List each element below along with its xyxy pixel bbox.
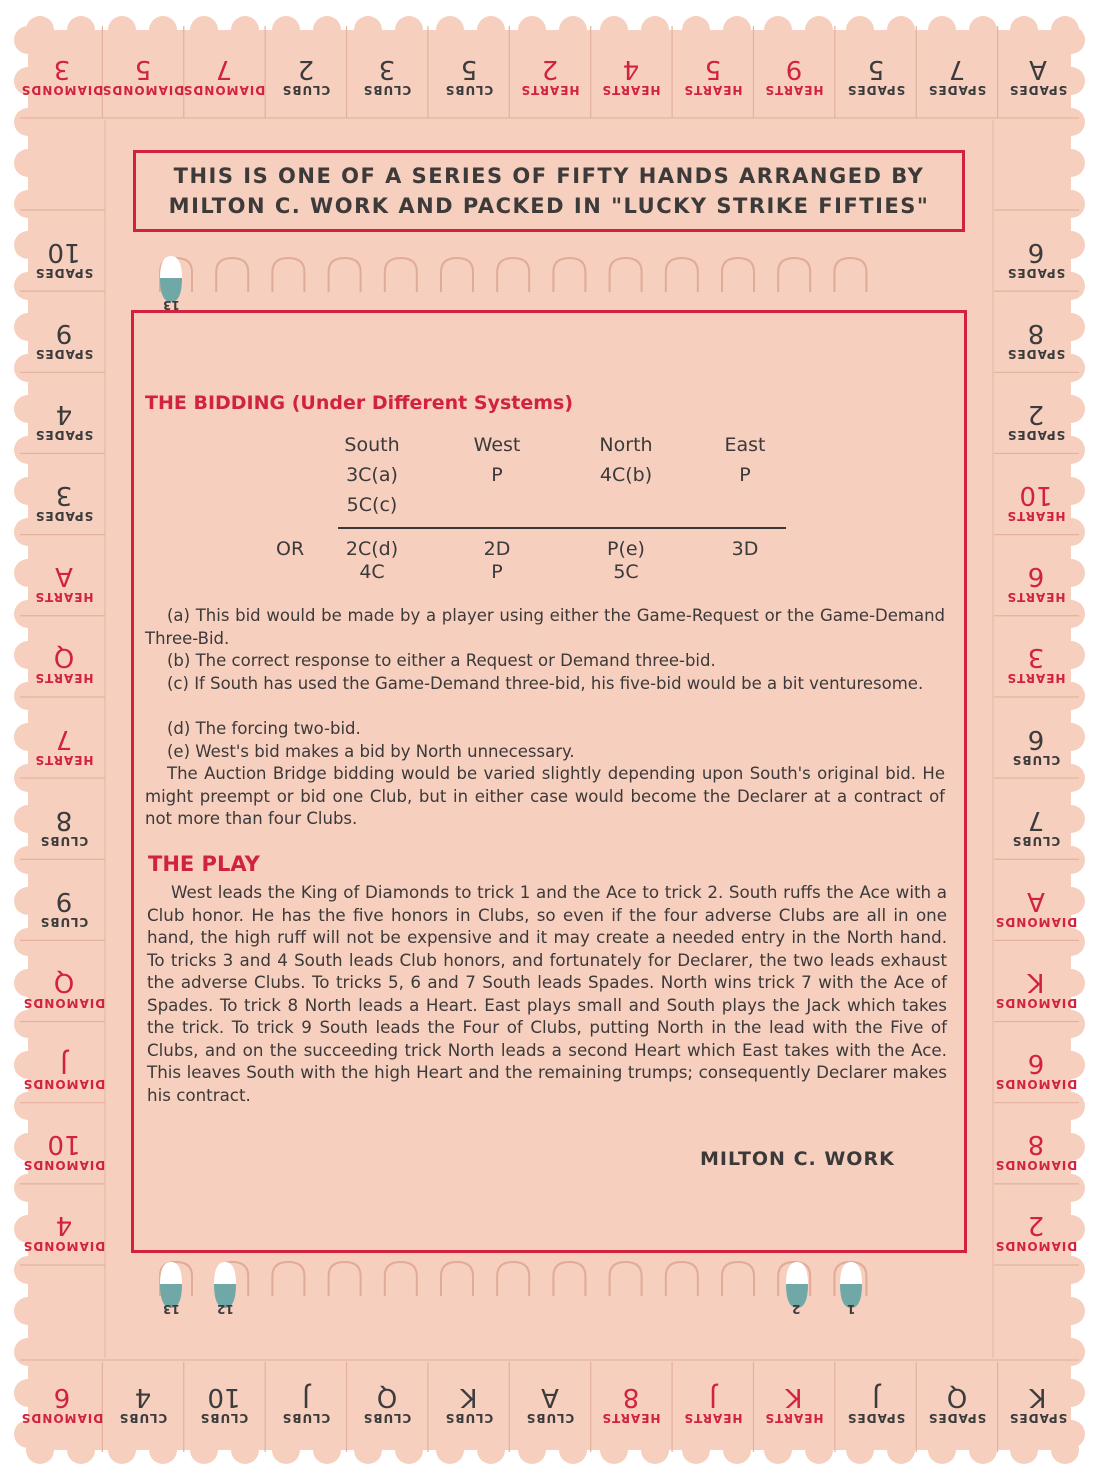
bid-cell: P(e) [607, 538, 645, 560]
tab-bottom-5[interactable] [347, 1366, 427, 1442]
tab-rank-label: J [302, 1382, 310, 1412]
tab-suit-label: SPADES [34, 509, 94, 524]
bid-header-west: West [473, 434, 521, 456]
tab-rank-label: 9 [55, 885, 73, 916]
tab-suit-label: DIAMONDS [994, 1158, 1078, 1173]
tab-suit-label: SPADES [34, 346, 94, 361]
tab-left-2[interactable] [24, 302, 104, 378]
tab-rank-label: 6 [53, 1382, 70, 1412]
tab-top-3[interactable] [184, 38, 264, 114]
tab-rank-label: 5 [867, 54, 884, 84]
tab-bottom-2[interactable] [103, 1366, 183, 1442]
tab-left-4[interactable] [24, 464, 104, 540]
tab-bottom-3[interactable] [184, 1366, 264, 1442]
tab-bottom-7[interactable] [510, 1366, 590, 1442]
tab-suit-label: HEARTS [1006, 590, 1066, 605]
tab-suit-label: SPADES [1009, 83, 1068, 97]
tab-suit-label: DIAMONDS [994, 1239, 1078, 1254]
tab-rank-label: J [871, 1382, 880, 1412]
tab-suit-label: DIAMONDS [22, 1077, 106, 1092]
tab-right-12[interactable] [996, 1113, 1076, 1189]
note-c: (c) If South has used the Game-Demand three-bid, his five-bid would be a bit venturesome. [167, 674, 924, 693]
bid-header-north: North [599, 434, 653, 456]
tab-top-8[interactable] [591, 38, 671, 114]
header-banner [133, 150, 965, 232]
tab-rank-label: 10 [47, 236, 81, 267]
tab-right-7[interactable] [996, 708, 1076, 784]
tab-suit-label: DIAMONDS [22, 1239, 106, 1254]
tab-rank-label: 6 [1027, 723, 1045, 754]
tab-rank-label: Q [376, 1382, 398, 1412]
tab-rank-label: A [1029, 54, 1048, 84]
tab-suit-label: HEARTS [34, 590, 94, 605]
tab-rank-label: 2 [1027, 1210, 1045, 1241]
tab-rank-label: Q [946, 1382, 968, 1412]
tab-rank-label: 10 [207, 1382, 241, 1412]
tab-bottom-9[interactable] [673, 1366, 753, 1442]
tab-suit-label: SPADES [34, 427, 94, 442]
tab-left-8[interactable] [24, 789, 104, 865]
note-auction: The Auction Bridge bidding would be varied slightly depending upon South's original bid. He might preempt or bid one Club, but in either case would become the Declarer at a contract of not more than four Clubs. [145, 764, 945, 828]
tab-rank-label: 8 [55, 804, 73, 835]
tab-right-1[interactable] [996, 221, 1076, 297]
tab-rank-label: 5 [704, 54, 722, 84]
bid-cell: P [491, 561, 503, 583]
play-heading: THE PLAY [148, 852, 260, 876]
trick-counter-bottom-1-label: 1 [847, 1302, 856, 1316]
tab-suit-label: SPADES [1009, 1411, 1068, 1425]
tab-left-11[interactable] [24, 1032, 104, 1108]
tab-suit-label: CLUBS [444, 1411, 493, 1425]
trick-counter-bottom-13-label: 13 [163, 1302, 180, 1316]
tab-rank-label: A [55, 561, 73, 592]
tab-rank-label: A [1027, 885, 1045, 916]
tab-top-12[interactable] [917, 38, 997, 114]
bid-cell: 3D [731, 538, 759, 560]
tab-right-5[interactable] [996, 545, 1076, 621]
tab-rank-label: J [708, 1382, 717, 1412]
trick-counter-top-left[interactable] [160, 256, 182, 302]
tab-bottom-1[interactable] [22, 1366, 102, 1442]
bid-cell: 4C [359, 561, 385, 583]
bidding-or-label: OR [276, 538, 305, 560]
play-text: West leads the King of Diamonds to trick 1 and the Ace to trick 2. South ruffs the Ace with a Club honor. He has the five honors in Clubs, so even if the four adverse Clubs are all in one hand, the high ruff will not be expensive and it may create a needed entry in the North hand. To tricks 3 and 4 South leads Club honors, and fortunately for Declarer, the two leads exhaust the adverse Clubs. To tricks 5, 6 and 7 South leads Spades. North wins trick 7 with the Ace of Spades. To trick 8 North leads a Heart. East plays small and South plays the Jack which takes the trick. To trick 9 South leads the Four of Clubs, putting North in the lead with the Five of Clubs, and on the succeeding trick North leads a second Heart which East takes with the Ace. This leaves South with the high Heart and the remaining trumps; consequently Declarer makes his contract. [147, 882, 947, 1105]
tab-left-5[interactable] [24, 545, 104, 621]
tab-right-6[interactable] [996, 626, 1076, 702]
note-d: (d) The forcing two-bid. [167, 719, 361, 738]
tab-top-9[interactable] [673, 38, 753, 114]
tab-suit-label: CLUBS [362, 83, 412, 97]
tab-rank-label: A [541, 1382, 559, 1412]
bid-cell: P [491, 464, 503, 486]
header-line-2: MILTON C. WORK AND PACKED IN "LUCKY STRIKE FIFTIES" [168, 194, 930, 218]
bid-cell: 3C(a) [346, 464, 398, 486]
tab-rank-label: 5 [460, 54, 477, 84]
tab-suit-label: CLUBS [525, 1411, 575, 1425]
tab-rank-label: 10 [1019, 480, 1053, 511]
tab-left-1[interactable] [24, 221, 104, 297]
tab-rank-label: 3 [55, 480, 73, 511]
tab-suit-label: SPADES [34, 265, 94, 280]
tab-suit-label: DIAMONDS [22, 995, 106, 1010]
tab-suit-label: HEARTS [520, 83, 580, 97]
tab-suit-label: CLUBS [362, 1411, 412, 1425]
tab-rank-label: 3 [378, 54, 396, 84]
tab-suit-label: CLUBS [444, 83, 493, 97]
tab-suit-label: SPADES [1006, 265, 1066, 280]
tab-rank-label: Q [53, 966, 75, 997]
tab-suit-label: DIAMONDS [994, 995, 1078, 1010]
tab-rank-label: 8 [1027, 1129, 1045, 1160]
tab-suit-label: HEARTS [1006, 671, 1066, 686]
tab-right-10[interactable] [996, 951, 1076, 1027]
tab-top-1[interactable] [22, 38, 102, 114]
trick-counter-bottom-12-label: 12 [217, 1302, 234, 1316]
tab-suit-label: SPADES [1006, 427, 1066, 442]
tab-suit-label: HEARTS [1006, 509, 1066, 524]
tab-suit-label: SPADES [846, 1411, 905, 1425]
tab-suit-label: CLUBS [281, 83, 331, 97]
tab-rank-label: 9 [55, 317, 73, 348]
tab-suit-label: HEARTS [601, 1411, 661, 1425]
bid-cell: 4C(b) [599, 464, 653, 486]
tab-right-4[interactable] [996, 464, 1076, 540]
tab-suit-label: HEARTS [34, 671, 94, 686]
tab-top-4[interactable] [266, 38, 346, 114]
tab-bottom-8[interactable] [591, 1366, 671, 1442]
tab-right-9[interactable] [996, 870, 1076, 946]
tab-rank-label: 6 [1027, 561, 1045, 592]
tab-suit-label: DIAMONDS [994, 914, 1078, 929]
tab-top-7[interactable] [510, 38, 590, 114]
tab-top-6[interactable] [429, 38, 509, 114]
tab-rank-label: 7 [55, 723, 73, 754]
bid-header-south: South [344, 434, 400, 456]
tab-rank-label: 4 [55, 1210, 73, 1241]
tab-suit-label: HEARTS [764, 83, 824, 97]
tab-right-8[interactable] [996, 789, 1076, 865]
trick-counter-bottom-2-label: 2 [792, 1302, 801, 1316]
tab-left-6[interactable] [24, 626, 104, 702]
tab-left-10[interactable] [24, 951, 104, 1027]
tab-rank-label: 2 [541, 54, 559, 84]
tab-rank-label: 2 [297, 54, 315, 84]
tab-suit-label: DIAMONDS [183, 83, 266, 97]
bid-cell: P [739, 464, 751, 486]
tab-suit-label: CLUBS [39, 914, 89, 929]
tab-suit-label: DIAMONDS [994, 1077, 1078, 1092]
tab-suit-label: CLUBS [1011, 833, 1061, 848]
tab-suit-label: DIAMONDS [22, 1158, 106, 1173]
tab-rank-label: K [785, 1382, 803, 1412]
tab-top-11[interactable] [836, 38, 916, 114]
tab-rank-label: 3 [1027, 642, 1045, 673]
signature: MILTON C. WORK [700, 1148, 895, 1170]
tab-rank-label: 6 [1027, 1048, 1045, 1079]
tab-bottom-12[interactable] [917, 1366, 997, 1442]
tab-suit-label: DIAMONDS [20, 1411, 103, 1425]
tab-suit-label: HEARTS [683, 1411, 743, 1425]
tab-suit-label: HEARTS [601, 83, 661, 97]
bidding-divider [338, 527, 786, 529]
tab-right-3[interactable] [996, 383, 1076, 459]
tab-rank-label: 6 [1027, 236, 1045, 267]
tab-suit-label: SPADES [927, 1411, 987, 1425]
tab-rank-label: 5 [134, 54, 152, 84]
tab-bottom-6[interactable] [429, 1366, 509, 1442]
tab-right-11[interactable] [996, 1032, 1076, 1108]
bid-header-east: East [724, 434, 766, 456]
note-a: (a) This bid would be made by a player using either the Game-Request or the Game-Demand Three-Bid. [145, 606, 945, 648]
tab-bottom-13[interactable] [998, 1366, 1078, 1442]
tab-suit-label: CLUBS [200, 1411, 249, 1425]
note-b: (b) The correct response to either a Request or Demand three-bid. [167, 651, 716, 670]
tab-suit-label: CLUBS [1011, 752, 1061, 767]
tab-right-2[interactable] [996, 302, 1076, 378]
tab-suit-label: SPADES [1006, 346, 1066, 361]
tab-rank-label: 4 [623, 54, 640, 84]
trick-counter-top-left-label: 13 [163, 298, 180, 312]
tab-top-10[interactable] [754, 38, 834, 114]
tab-rank-label: 4 [134, 1382, 152, 1412]
tab-left-9[interactable] [24, 870, 104, 946]
tab-bottom-11[interactable] [836, 1366, 916, 1442]
tab-rank-label: J [60, 1048, 68, 1079]
tab-bottom-4[interactable] [266, 1366, 346, 1442]
tab-rank-label: 3 [53, 54, 70, 84]
bid-cell: 2D [483, 538, 511, 560]
tab-left-7[interactable] [24, 708, 104, 784]
bidding-heading: THE BIDDING (Under Different Systems) [145, 392, 574, 414]
header-line-1: THIS IS ONE OF A SERIES OF FIFTY HANDS ARRANGED BY [173, 164, 925, 188]
tab-rank-label: 8 [623, 1382, 640, 1412]
tab-rank-label: 4 [55, 398, 73, 429]
tab-suit-label: SPADES [846, 83, 905, 97]
tab-suit-label: DIAMONDS [20, 83, 103, 97]
tab-rank-label: 7 [216, 54, 233, 84]
tab-rank-label: 7 [948, 54, 966, 84]
tab-rank-label: K [1027, 966, 1045, 997]
tab-bottom-10[interactable] [754, 1366, 834, 1442]
tab-top-2[interactable] [103, 38, 183, 114]
bid-cell: 2C(d) [345, 538, 399, 560]
tab-rank-label: 8 [1027, 317, 1045, 348]
tab-left-12[interactable] [24, 1113, 104, 1189]
note-e: (e) West's bid makes a bid by North unnecessary. [167, 742, 575, 761]
bid-cell: 5C [613, 561, 639, 583]
tab-rank-label: K [460, 1382, 478, 1412]
tab-suit-label: CLUBS [118, 1411, 168, 1425]
tab-left-3[interactable] [24, 383, 104, 459]
tab-top-5[interactable] [347, 38, 427, 114]
tab-suit-label: DIAMONDS [101, 83, 185, 97]
tab-top-13[interactable] [998, 38, 1078, 114]
tab-suit-label: CLUBS [39, 833, 89, 848]
tab-rank-label: 9 [785, 54, 803, 84]
bid-cell: 5C(c) [346, 494, 398, 516]
tab-rank-label: Q [53, 642, 75, 673]
tab-rank-label: 10 [47, 1129, 81, 1160]
tab-suit-label: HEARTS [34, 752, 94, 767]
tab-suit-label: HEARTS [683, 83, 743, 97]
tab-left-13[interactable] [24, 1194, 104, 1270]
tab-right-13[interactable] [996, 1194, 1076, 1270]
tab-suit-label: CLUBS [281, 1411, 331, 1425]
tab-rank-label: K [1029, 1382, 1047, 1412]
tab-suit-label: SPADES [927, 83, 987, 97]
tab-suit-label: HEARTS [764, 1411, 824, 1425]
tab-rank-label: 7 [1027, 804, 1045, 835]
tab-rank-label: 2 [1027, 398, 1045, 429]
